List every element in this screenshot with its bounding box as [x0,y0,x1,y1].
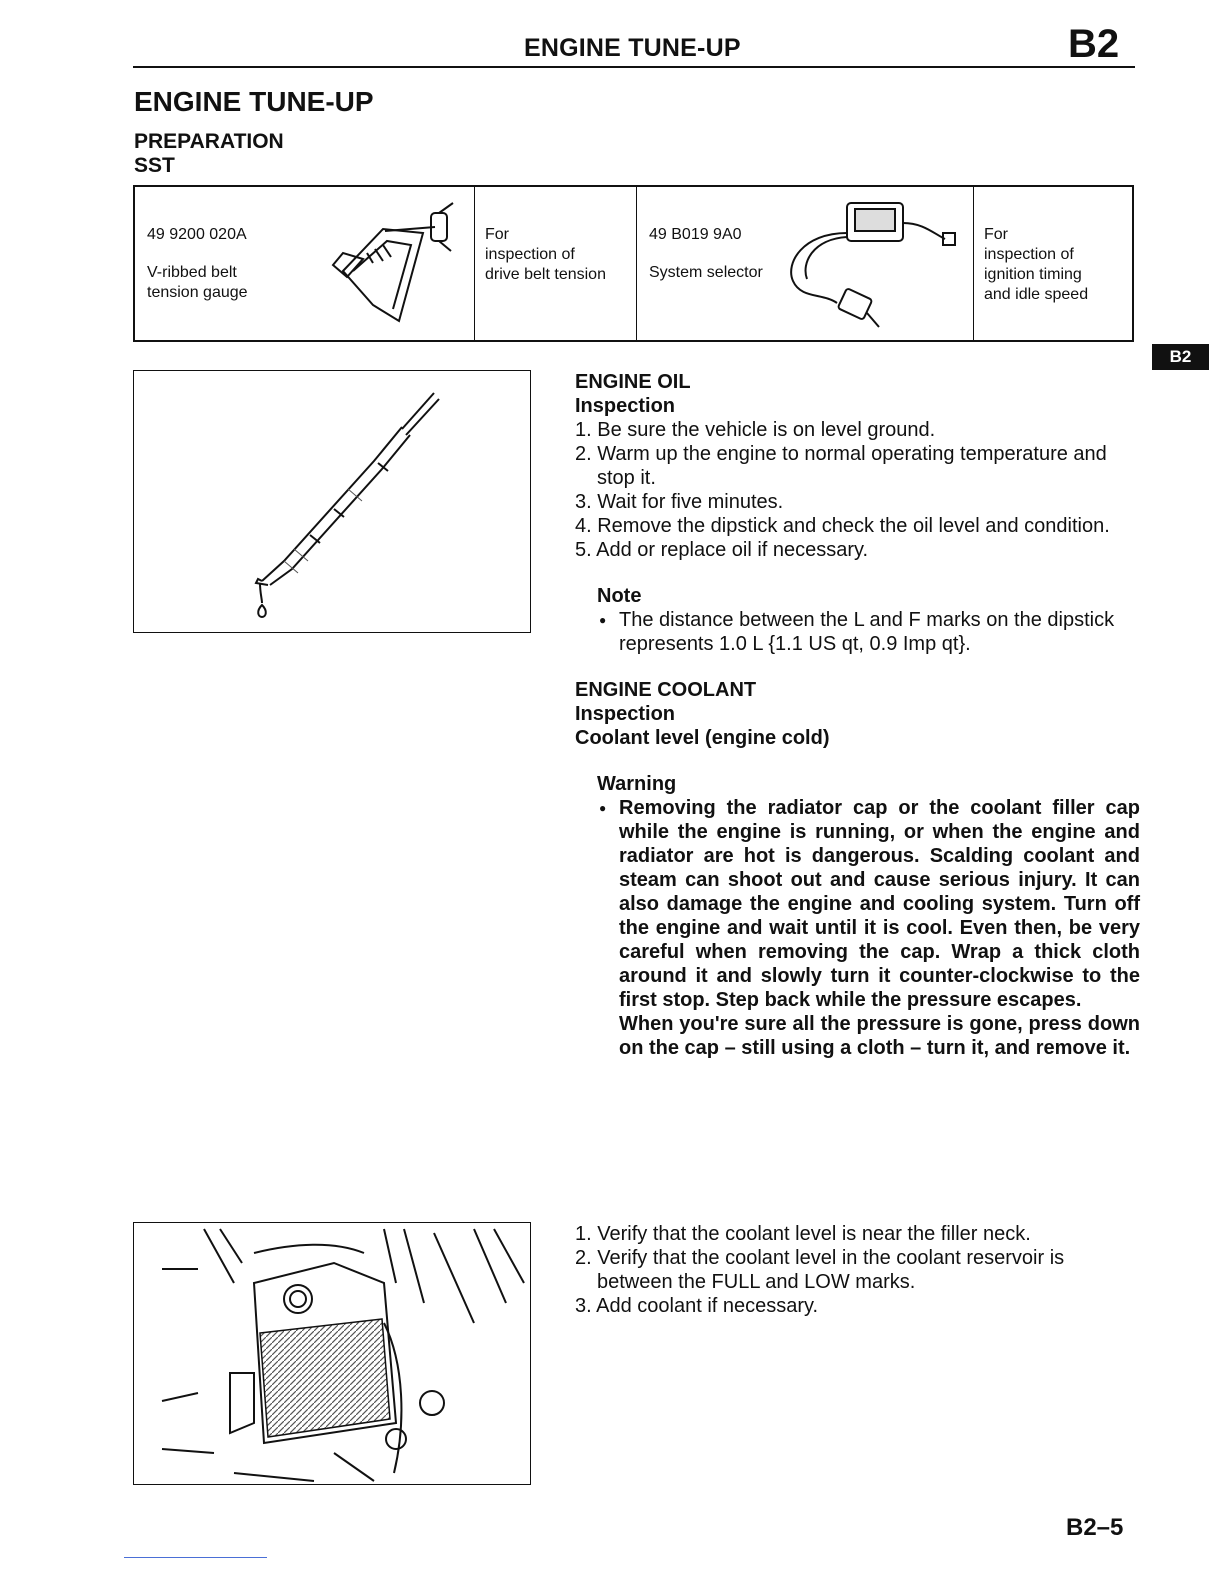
list-item: 3. Wait for five minutes. [575,491,784,513]
engine-oil-steps [575,418,1140,562]
dipstick-figure [133,370,531,633]
tool-purpose-1-line: For [485,226,509,243]
list-item: 5. Add or replace oil if necessary. [575,539,869,561]
warning-text-part-1: Removing the radiator cap or the coolant filler cap while the engine is running, or when the engine and radiator are hot is dangerous. Scalding coolant and steam can shoot out and cause serious injury. It can also damage the engine and cooling system. Turn off the engine and wait until it is cool. Even then, be very careful when removing the cap. Wrap a thick cloth around it and slowly turn it counter-clockwise to the first stop. Step back while the pressure escapes. [619,797,1140,1011]
note-text: ● The distance between the L and F marks on the dipstick represents 1.0 L {1.1 US qt, 0.9 Imp qt}. [597,608,1140,656]
page-number: B2–5 [1066,1514,1124,1541]
warning-text [597,796,1140,1060]
sst-table [133,185,1134,342]
sst-tool-cell-1 [135,187,475,340]
tool-purpose-2-line: inspection of [984,246,1074,263]
coolant-reservoir-figure [133,1222,531,1485]
list-item: 3. Add coolant if necessary. [575,1295,819,1317]
coolant-level-heading: Coolant level (engine cold) [575,727,830,749]
header-divider [133,66,1135,68]
tool-purpose-1-line: drive belt tension [485,266,606,283]
preparation-label: PREPARATION [134,130,284,153]
preparation-heading [134,130,284,178]
tool-name-2 [649,263,789,283]
tool-purpose-2 [984,225,1088,305]
warning-text-part-2: When you're sure all the pressure is gone, press down on the cap – still using a cloth – turn it, and remove it. [619,1013,1140,1059]
tool-purpose-2-line: and idle speed [984,286,1089,303]
engine-oil-note [597,584,1140,656]
section-side-tab: B2 [1152,344,1209,370]
dipstick-illustration [134,371,530,631]
engine-oil-heading: ENGINE OIL [575,371,691,393]
engine-coolant-inspection-heading: Inspection [575,703,676,725]
sst-label: SST [134,154,175,177]
list-item: 2. Warm up the engine to normal operating temperature and stop it. [575,443,1107,489]
tool-purpose-2-line: ignition timing [984,266,1082,283]
belt-tension-gauge-illustration [303,201,468,329]
engine-oil-inspection-heading: Inspection [575,395,676,417]
tool-purpose-2-line: For [984,226,1008,243]
list-item: 1. Verify that the coolant level is near the filler neck. [575,1223,1031,1245]
tool-name-1-line: tension gauge [147,284,248,301]
coolant-steps [575,1222,1140,1318]
footer-link-rule [124,1557,267,1558]
tool-purpose-1-line: inspection of [485,246,575,263]
section-title: ENGINE TUNE-UP [134,86,374,117]
tool-purpose-1 [485,225,606,285]
engine-coolant-section [575,678,1140,1060]
list-item: 4. Remove the dipstick and check the oil level and condition. [575,515,1110,537]
page-header-title: ENGINE TUNE-UP [524,34,741,62]
tool-name-1-line: V-ribbed belt [147,264,237,281]
sst-purpose-cell-1 [475,187,637,340]
section-code: B2 [1068,22,1120,66]
note-title: Note [597,585,642,607]
sst-purpose-cell-2 [974,187,1132,340]
system-selector-illustration [783,193,968,339]
tool-number-2: 49 B019 9A0 [649,226,742,243]
coolant-reservoir-illustration [134,1223,530,1483]
sst-tool-cell-2 [637,187,974,340]
list-item: 1. Be sure the vehicle is on level ground. [575,419,936,441]
tool-name-2-line: System selector [649,264,763,281]
list-item: 2. Verify that the coolant level in the coolant reservoir is between the FULL and LOW marks. [575,1247,1065,1293]
tool-name-1 [147,263,287,303]
coolant-warning [597,772,1140,1060]
coolant-steps-section [575,1222,1140,1318]
warning-title: Warning [597,773,677,795]
tool-number-1: 49 9200 020A [147,226,247,243]
engine-oil-section [575,370,1140,656]
engine-coolant-heading: ENGINE COOLANT [575,679,757,701]
